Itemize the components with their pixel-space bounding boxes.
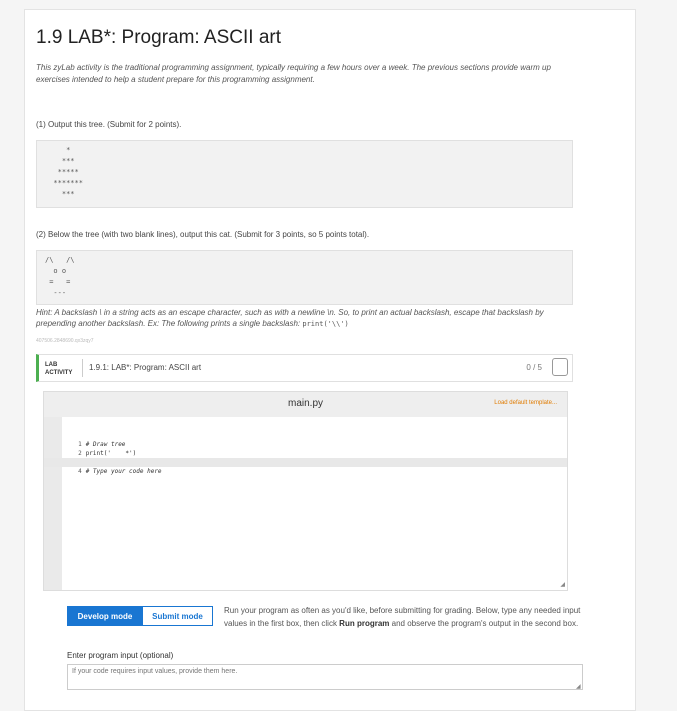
submit-mode-button[interactable]: Submit mode <box>143 606 213 626</box>
cat-example: /\ /\ o o = = --- <box>36 250 573 305</box>
run-instructions-part2: and observe the program's output in the second box. <box>389 619 579 628</box>
resize-grip-icon[interactable]: ◢ <box>560 582 565 588</box>
page-title: 1.9 LAB*: Program: ASCII art <box>36 27 281 48</box>
lab-activity-tag <box>45 361 72 377</box>
program-input-field[interactable] <box>67 664 583 690</box>
code-editor[interactable] <box>44 417 567 590</box>
completion-check-icon <box>552 358 568 376</box>
code-line[interactable] <box>44 449 567 458</box>
hint-body: Hint: A backslash \ in a string acts as an escape character, such as with a newline \n. So, to print an actual backslash, escape that backslash by prepending another backslash. Ex: The following prints a single backslash: <box>36 308 544 328</box>
lab-tag-line1: LAB <box>45 362 58 368</box>
line-number: 1 <box>78 441 82 448</box>
code-line[interactable] <box>44 431 567 448</box>
code-text: print(' *') <box>85 450 137 457</box>
code-line[interactable] <box>44 440 567 457</box>
run-instructions <box>224 604 592 630</box>
code-text: # Type your code here <box>85 468 162 475</box>
lab-activity-name: 1.9.1: LAB*: Program: ASCII art <box>89 363 202 372</box>
code-editor-panel <box>43 391 568 591</box>
run-instructions-part1: Run your program as often as you'd like, before submitting for grading. Below, type any needed input values in the first box, then click <box>224 606 581 628</box>
lab-score: 0 / 5 <box>526 363 542 372</box>
develop-mode-button[interactable]: Develop mode <box>67 606 143 626</box>
editor-filename: main.py <box>287 398 323 409</box>
reference-id: 407506.2848690.qx3zqy7 <box>36 338 94 344</box>
mode-toggle <box>67 606 213 626</box>
intro-text: This zyLab activity is the traditional programming assignment, typically requiring a few hours over a week. The previous sections provide warm up exercises intended to help a student prepare for this programming assignment. <box>36 63 551 84</box>
load-default-template-link[interactable]: Load default template... <box>494 400 557 406</box>
line-number: 2 <box>78 450 82 457</box>
lab-activity-header <box>36 354 573 382</box>
line-number: 4 <box>78 468 82 475</box>
hint-code: print('\\') <box>302 320 349 328</box>
step1-instructions: (1) Output this tree. (Submit for 2 points). <box>36 120 182 129</box>
lab-tag-line2: ACTIVITY <box>45 370 73 376</box>
lab-divider <box>82 359 83 377</box>
input-resize-grip-icon[interactable]: ◢ <box>576 684 581 690</box>
tree-example: * *** ***** ******* *** <box>36 140 573 208</box>
code-line-active[interactable] <box>44 458 567 475</box>
program-input-label: Enter program input (optional) <box>67 651 174 660</box>
step2-instructions: (2) Below the tree (with two blank lines), output this cat. (Submit for 3 points, so 5 points total). <box>36 230 370 239</box>
hint-text <box>36 307 576 330</box>
code-text: # Draw tree <box>85 441 126 448</box>
run-program-reference: Run program <box>339 619 390 628</box>
